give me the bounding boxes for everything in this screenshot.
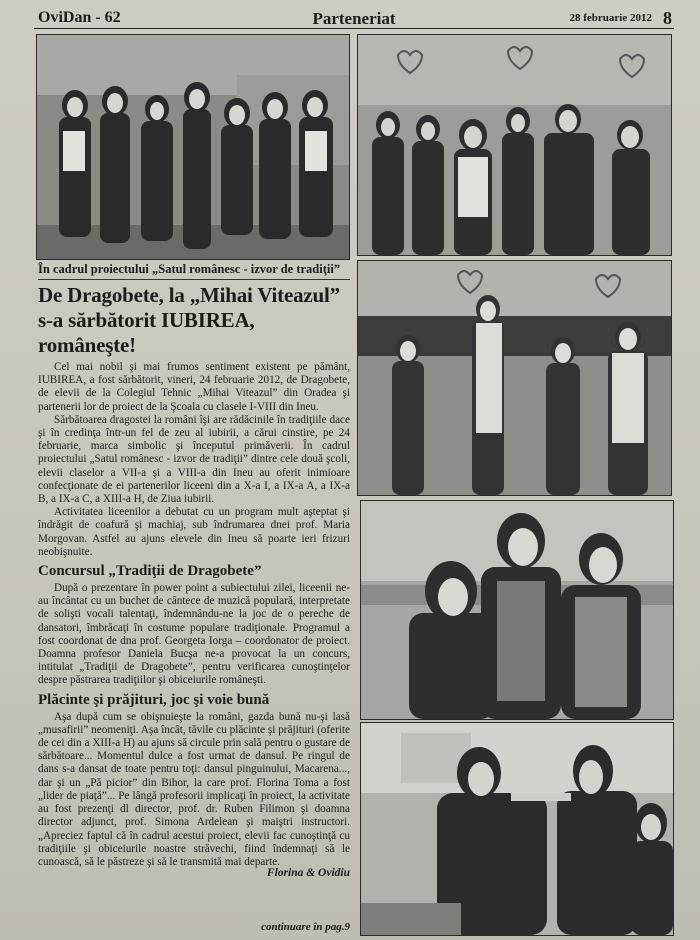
subheading-pastries: Plăcinte şi prăjituri, joc şi voie bună [38, 691, 270, 708]
subheading-contest: Concursul „Tradiţii de Dragobete” [38, 563, 262, 580]
publication-page-label: OviDan - 62 [38, 9, 121, 26]
paragraph: După o prezentare în power point a subiectului zilei, liceenii ne-au încântat cu un buchet de cântece de muzică populară, interpretate de solişti vocali talentaţi, îndemnându-ne la joc de o pereche de dansatori, îmbrăcaţi în costume populare tradiţionale. Programul a fost coordonat de dna prof. Georgeta Iorga – coordonator de proiect. Doamna profesor Daniela Bucşa ne-a provocat la un concurs, intitulat „Tradiţii de Dragobete”, pentru verificarea cunoştinţelor despre păstrarea tradiţiilor şi obiceiurile româneşti. [38, 582, 350, 687]
paragraph: Aşa după cum se obişnuieşte la români, gazda bună nu-şi lasă „musafirii” neomeniţi. Aşa încât, tăvile cu plăcinte şi prăjituri (oferite de cei din a XIII-a H) au ajuns să circule prin sală pentru o gustare de sărbătoare... Momentul dulce a fost urmat de dansul. Pe ringul de dans s-a dansat de toate pentru toţi: dansul pinguinului, Macarena..., dar şi un „Pă picior” din Bihor, la care prof. Florina Toma a fost „lider de piaţă”... Pe lângă profesorii implicaţi în proiect, la activitate au fost prezenţi dl director, prof. dr. Ruben Filimon şi doamna director adjunct, prof. Simona Ardelean şi maiştri instructori. „Apreciez faptul că în cadrul acestui proiect, elevii fac cunoştinţă cu tradiţiile şi obiceiurile noastre străvechi, fiind îndemnaţi să le cunoască, să le păstreze şi să le transmită mai departe. [38, 710, 350, 868]
article-kicker: În cadrul proiectului „Satul românesc - izvor de tradiţii” [38, 262, 350, 280]
author-signature: Florina & Ovidiu [266, 867, 350, 880]
photo-dancers-folk-costume [357, 260, 672, 496]
photo-makeup-session [360, 722, 674, 936]
section-title: Parteneriat [312, 9, 396, 28]
paragraph: Activitatea liceenilor a debutat cu un program mult aşteptat şi îndrăgit de coafură şi machiaj, sub îndrumarea dnei prof. Maria Morgovan. Astfel au ajuns elevele din Ineu să poarte ieri frizuri neobişnuite. [38, 506, 350, 558]
photo-group-students-posing [36, 34, 350, 260]
page-number: 8 [663, 8, 672, 28]
continuation-note: continuare în pag.9 [261, 921, 350, 933]
photo-crowd-with-hearts [357, 34, 672, 256]
paragraph: Cel mai nobil şi mai frumos sentiment existent pe pământ, IUBIREA, a fost sărbătorit, vineri, 24 februarie 2012, de Dragobete, de elevii de la Colegiul Tehnic „Mihai Viteazul” din Oradea şi partenerii lor de proiect de la Şcoala cu clasele I-VIII din Ineu. [38, 361, 350, 413]
issue-date: 28 februarie 2012 [569, 12, 652, 24]
photo-three-teachers [360, 500, 674, 720]
paragraph: Sărbătoarea dragostei la români îşi are rădăcinile în tradiţiile dace şi în credinţa într-un fel de zeu al iubirii, a cărui cinstire, pe 24 februarie, marca simbolic şi începutul primăverii. În cadrul proiectului „Satul românesc - izvor de tradiţii” dintre cele două şcoli, elevii claselor a VII-a şi a VIII-a din Ineu au oferit inimioare confecţionate de ei partenerilor liceeni din a X-a I, a IX-a A, a IX-a B, a IX-a C, a XIII-a H, de Ziua iubirii. [38, 413, 350, 506]
page-header [34, 8, 674, 29]
article-headline: De Dragobete, la „Mihai Viteazul” s-a sărbătorit IUBIREA, româneşte! [38, 283, 340, 357]
article [38, 262, 350, 880]
